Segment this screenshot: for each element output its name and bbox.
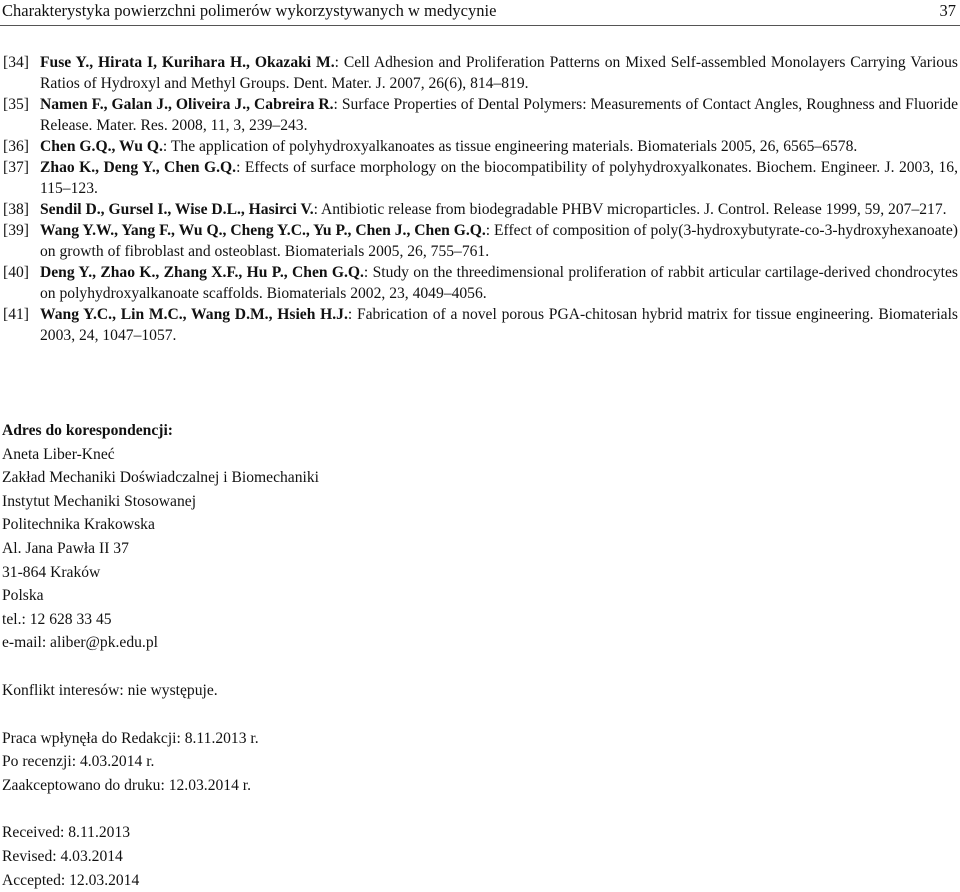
reference-authors: Wang Y.C., Lin M.C., Wang D.M., Hsieh H.J. — [40, 306, 348, 323]
reference-body — [40, 94, 958, 136]
reference-text: : Cell Adhesion and Proliferation Patterns on Mixed Self-assembled Monolayers Carrying Various Ratios of Hydroxyl and Methyl Groups. Dent. Mater. J. 2007, 26(6), 814–819. — [40, 54, 958, 92]
reference-authors: Sendil D., Gursel I., Wise D.L., Hasirci V. — [40, 201, 314, 218]
reference-text: : Surface Properties of Dental Polymers: Measurements of Contact Angles, Roughness and Fluoride Release. Mater. Res. 2008, 11, 3, 239–243. — [40, 96, 958, 134]
reference-number: [39] — [3, 220, 40, 241]
date-accepted-pl: Zaakceptowano do druku: 12.03.2014 r. — [2, 774, 702, 798]
reference-body — [40, 136, 958, 157]
street-address: Al. Jana Pawła II 37 — [2, 537, 702, 561]
reference-item — [3, 94, 958, 136]
reference-item — [3, 262, 958, 304]
reference-authors: Chen G.Q., Wu Q. — [40, 138, 163, 155]
reference-item — [3, 136, 958, 157]
author-name: Aneta Liber-Kneć — [2, 443, 702, 467]
reference-number: [36] — [3, 136, 40, 157]
reference-number: [37] — [3, 157, 40, 178]
reference-item — [3, 220, 958, 262]
date-received-en: Received: 8.11.2013 — [2, 821, 702, 845]
institute: Instytut Mechaniki Stosowanej — [2, 490, 702, 514]
conflict-of-interest: Konflikt interesów: nie występuje. — [2, 679, 702, 703]
reference-text: : Fabrication of a novel porous PGA-chitosan hybrid matrix for tissue engineering. Biomaterials 2003, 24, 1047–1057. — [40, 306, 958, 344]
running-header — [0, 0, 960, 26]
reference-number: [34] — [3, 52, 40, 73]
reference-number: [41] — [3, 304, 40, 325]
reference-text: : The application of polyhydroxyalkanoates as tissue engineering materials. Biomaterials 2005, 26, 6565–6578. — [163, 138, 857, 155]
reference-authors: Wang Y.W., Yang F., Wu Q., Cheng Y.C., Yu P., Chen J., Chen G.Q. — [40, 222, 486, 239]
running-title: Charakterystyka powierzchni polimerów wykorzystywanych w medycynie — [2, 0, 496, 22]
reference-number: [35] — [3, 94, 40, 115]
phone: tel.: 12 628 33 45 — [2, 608, 702, 632]
reference-body — [40, 199, 958, 220]
reference-item — [3, 304, 958, 346]
reference-authors: Zhao K., Deng Y., Chen G.Q. — [40, 159, 236, 176]
reference-body — [40, 157, 958, 199]
spacer — [2, 655, 702, 679]
email: e-mail: aliber@pk.edu.pl — [2, 631, 702, 655]
date-accepted-en: Accepted: 12.03.2014 — [2, 869, 702, 892]
reference-body — [40, 304, 958, 346]
spacer — [2, 797, 702, 821]
spacer — [2, 703, 702, 727]
correspondence-heading: Adres do korespondencji: — [2, 419, 702, 443]
city: 31-864 Kraków — [2, 561, 702, 585]
correspondence-block — [2, 419, 702, 892]
date-received-pl: Praca wpłynęła do Redakcji: 8.11.2013 r. — [2, 727, 702, 751]
date-reviewed-pl: Po recenzji: 4.03.2014 r. — [2, 750, 702, 774]
reference-body — [40, 220, 958, 262]
reference-number: [40] — [3, 262, 40, 283]
reference-text: : Effects of surface morphology on the biocompatibility of polyhydroxyalkonates. Biochem. Engineer. J. 2003, 16, 115–123. — [40, 159, 958, 197]
country: Polska — [2, 584, 702, 608]
university: Politechnika Krakowska — [2, 513, 702, 537]
department: Zakład Mechaniki Doświadczalnej i Biomechaniki — [2, 466, 702, 490]
reference-item — [3, 199, 958, 220]
page-number: 37 — [940, 0, 957, 22]
date-revised-en: Revised: 4.03.2014 — [2, 845, 702, 869]
reference-list — [3, 52, 958, 346]
reference-item — [3, 157, 958, 199]
reference-text: : Study on the threedimensional proliferation of rabbit articular cartilage-derived chondrocytes on polyhydroxyalkanoate scaffolds. Biomaterials 2002, 23, 4049–4056. — [40, 264, 958, 302]
reference-text: : Antibiotic release from biodegradable PHBV microparticles. J. Control. Release 1999, 59, 207–217. — [314, 201, 947, 218]
reference-number: [38] — [3, 199, 40, 220]
reference-text: : Effect of composition of poly(3-hydroxybutyrate-co-3-hydroxyhexanoate) on growth of fibroblast and osteoblast. Biomaterials 2005, 26, 755–761. — [40, 222, 958, 260]
reference-authors: Fuse Y., Hirata I, Kurihara H., Okazaki M. — [40, 54, 335, 71]
reference-authors: Deng Y., Zhao K., Zhang X.F., Hu P., Chen G.Q. — [40, 264, 364, 281]
reference-authors: Namen F., Galan J., Oliveira J., Cabreira R. — [40, 96, 334, 113]
reference-item — [3, 52, 958, 94]
reference-body — [40, 262, 958, 304]
reference-body — [40, 52, 958, 94]
